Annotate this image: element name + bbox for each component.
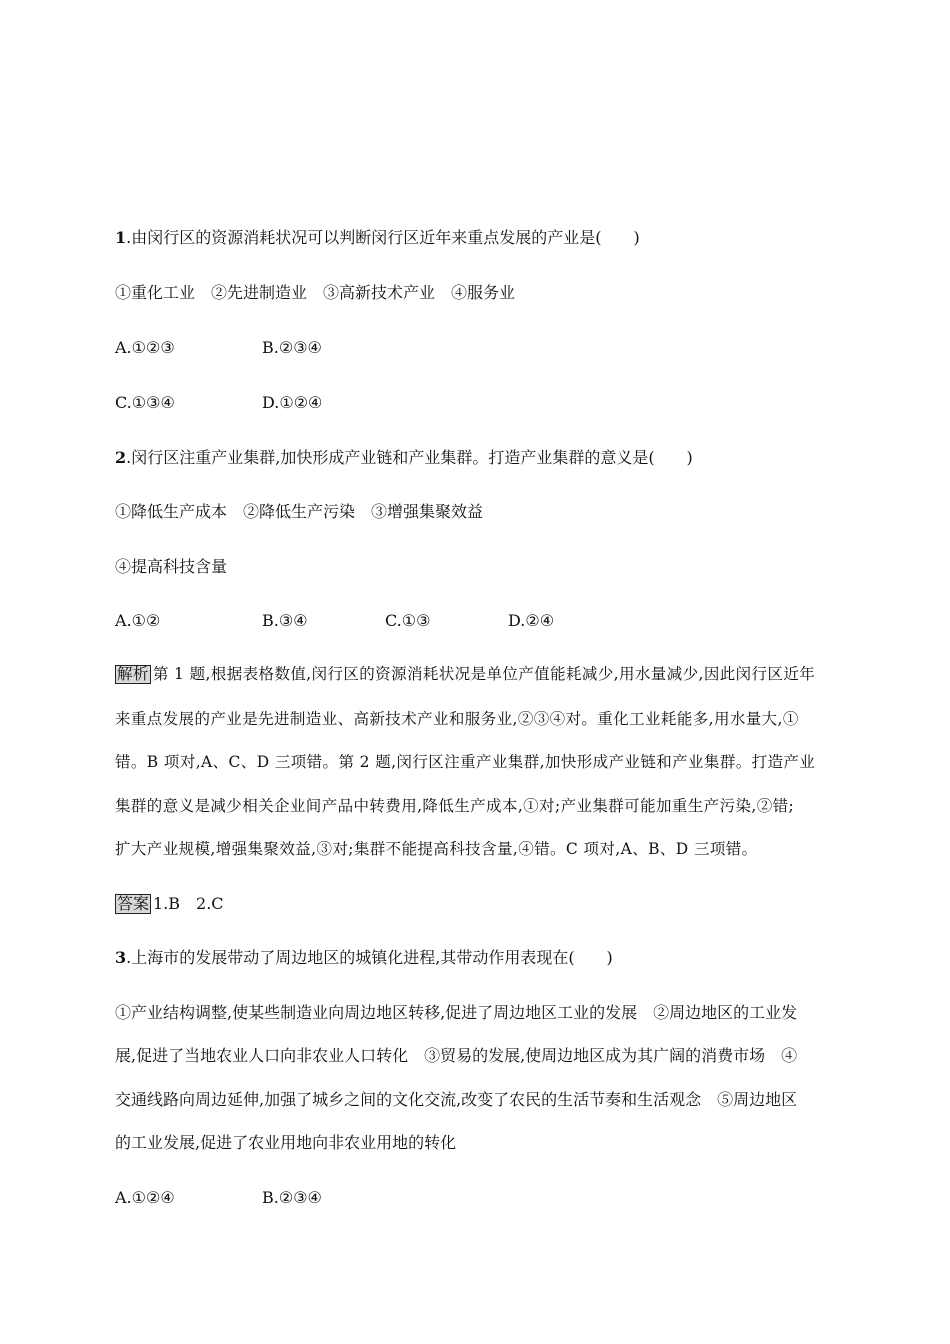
analysis-line-2: 来重点发展的产业是先进制造业、高新技术产业和服务业,②③④对。重化工业耗能多,用水量大,①: [115, 710, 799, 728]
option-d: D.②④: [508, 611, 555, 630]
question-number: 3: [115, 948, 127, 967]
analysis-label: 解析: [117, 665, 149, 683]
answer-text: 1.B 2.C: [153, 894, 224, 913]
question-3-items-line-4: 的工业发展,促进了农业用地向非农业用地的转化: [115, 1133, 457, 1152]
question-3-items-line-2: 展,促进了当地农业人口向非农业人口转化 ③贸易的发展,使周边地区成为其广阔的消费市场 ④: [115, 1046, 798, 1065]
answer-label: 答案: [117, 894, 150, 913]
option-c: C.①③: [385, 611, 431, 630]
analysis-line-1: [115, 665, 815, 684]
question-2-stem: [115, 448, 693, 467]
option-d: D.①②④: [262, 393, 323, 412]
analysis-text: 第 1 题,根据表格数值,闵行区的资源消耗状况是单位产值能耗减少,用水量减少,因此闵行区近年: [152, 665, 816, 683]
analysis-line-4: 集群的意义是减少相关企业间产品中转费用,降低生产成本,①对;产业集群可能加重生产污染,②错;: [115, 797, 795, 815]
option-b: B.②③④: [262, 1188, 322, 1207]
option-a: A.①②④: [115, 1188, 175, 1207]
question-3-items-line-3: 交通线路向周边延伸,加强了城乡之间的文化交流,改变了农民的生活节奏和生活观念 ⑤周边地区: [115, 1090, 798, 1109]
option-b: B.③④: [262, 611, 308, 630]
option-a: A.①②: [115, 611, 161, 630]
question-3-items-line-1: ①产业结构调整,使某些制造业向周边地区转移,促进了周边地区工业的发展 ②周边地区的工业发: [115, 1003, 798, 1022]
question-3-stem: [115, 948, 613, 967]
question-text: .由闵行区的资源消耗状况可以判断闵行区近年来重点发展的产业是( ): [126, 228, 640, 247]
analysis-line-3: 错。B 项对,A、C、D 三项错。第 2 题,闵行区注重产业集群,加快形成产业链和产业集群。打造产业: [115, 753, 816, 771]
answer-line: [115, 894, 224, 914]
question-number: 2: [115, 448, 127, 467]
question-text: .闵行区注重产业集群,加快形成产业链和产业集群。打造产业集群的意义是( ): [126, 448, 693, 467]
option-c: C.①③④: [115, 393, 175, 412]
question-number: 1: [115, 228, 127, 247]
question-2-items-line-2: ④提高科技含量: [115, 557, 228, 576]
option-a: A.①②③: [115, 338, 175, 357]
option-b: B.②③④: [262, 338, 322, 357]
question-1-stem: [115, 228, 640, 247]
question-text: .上海市的发展带动了周边地区的城镇化进程,其带动作用表现在( ): [126, 948, 613, 967]
analysis-line-5: 扩大产业规模,增强集聚效益,③对;集群不能提高科技含量,④错。C 项对,A、B、D 三项错。: [115, 840, 758, 858]
question-1-items: ①重化工业 ②先进制造业 ③高新技术产业 ④服务业: [115, 283, 516, 302]
question-2-items-line-1: ①降低生产成本 ②降低生产污染 ③增强集聚效益: [115, 502, 484, 521]
